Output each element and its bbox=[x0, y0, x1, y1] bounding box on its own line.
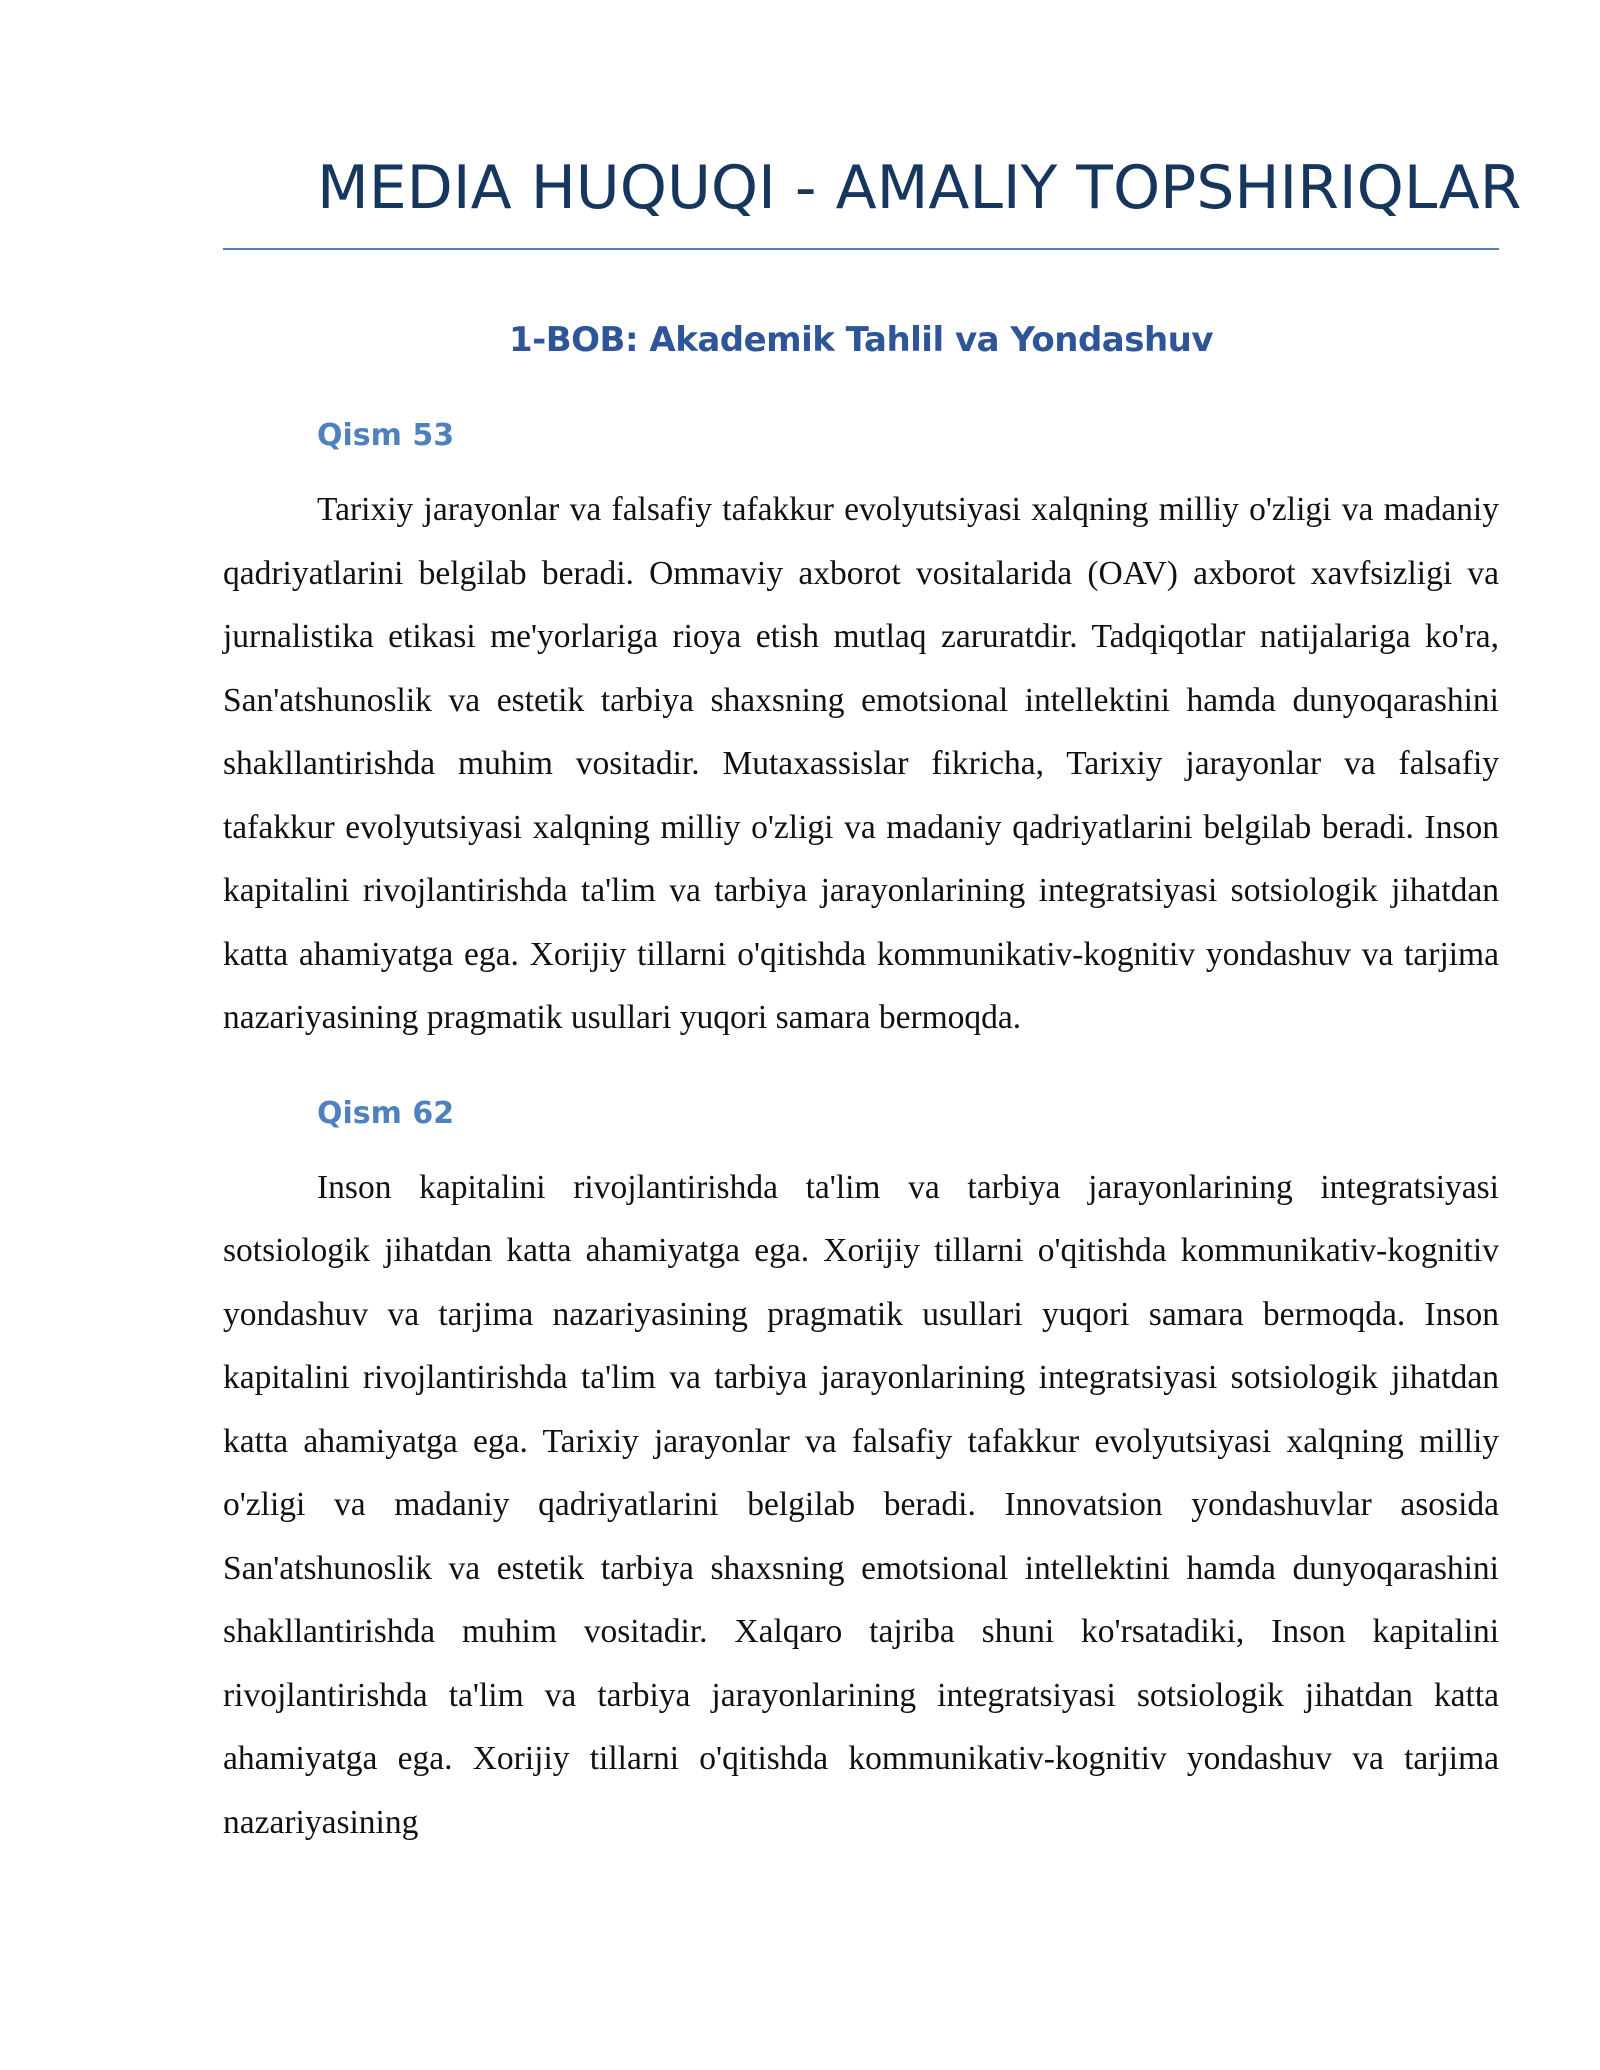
section-heading: Qism 53 bbox=[317, 418, 455, 453]
page-content bbox=[223, 140, 1522, 1854]
section-qism-62 bbox=[223, 1094, 1499, 1855]
chapter-title: 1-BOB: Akademik Tahlil va Yondashuv bbox=[508, 320, 1214, 360]
section-heading: Qism 62 bbox=[317, 1095, 455, 1131]
section-qism-53 bbox=[223, 416, 1499, 1050]
section-paragraph: Tarixiy jarayonlar va falsafiy tafakkur evolyutsiyasi xalqning milliy o'zligi va madaniy qadriyatlarini belgilab beradi. Ommaviy axborot vositalarida (OAV) axborot xavfsizligi va jurnalistika etikasi me'yorlariga rioya etish mutlaq zaruratdir. Tadqiqotlar natijalariga ko'ra, San'atshunoslik va estetik tarbiya shaxsning emotsional intellektini hamda dunyoqarashini shakllantirishda muhim vositadir. Mutaxassislar fikricha, Tarixiy jarayonlar va falsafiy tafakkur evolyutsiyasi xalqning milliy o'zligi va madaniy qadriyatlarini belgilab beradi. Inson kapitalini rivojlantirishda ta'lim va tarbiya jarayonlarining integratsiyasi sotsiologik jihatdan katta ahamiyatga ega. Xorijiy tillarni o'qitishda kommunikativ-kognitiv yondashuv va tarjima nazariyasining pragmatik usullari yuqori samara bermoqda. bbox=[223, 491, 1499, 1036]
document-title: MEDIA HUQUQI - AMALIY TOPSHIRIQLAR bbox=[223, 140, 1499, 250]
section-paragraph: Inson kapitalini rivojlantirishda ta'lim va tarbiya jarayonlarining integratsiyasi sotsiologik jihatdan katta ahamiyatga ega. Xorijiy tillarni o'qitishda kommunikativ-kognitiv yondashuv va tarjima nazariyasining pragmatik usullari yuqori samara bermoqda. Inson kapitalini rivojlantirishda ta'lim va tarbiya jarayonlarining integratsiyasi sotsiologik jihatdan katta ahamiyatga ega. Tarixiy jarayonlar va falsafiy tafakkur evolyutsiyasi xalqning milliy o'zligi va madaniy qadriyatlarini belgilab beradi. Innovatsion yondashuvlar asosida San'atshunoslik va estetik tarbiya shaxsning emotsional intellektini hamda dunyoqarashini shakllantirishda muhim vositadir. Xalqaro tajriba shuni ko'rsatadiki, Inson kapitalini rivojlantirishda ta'lim va tarbiya jarayonlarining integratsiyasi sotsiologik jihatdan katta ahamiyatga ega. Xorijiy tillarni o'qitishda kommunikativ-kognitiv yondashuv va tarjima nazariyasining bbox=[223, 1168, 1499, 1841]
